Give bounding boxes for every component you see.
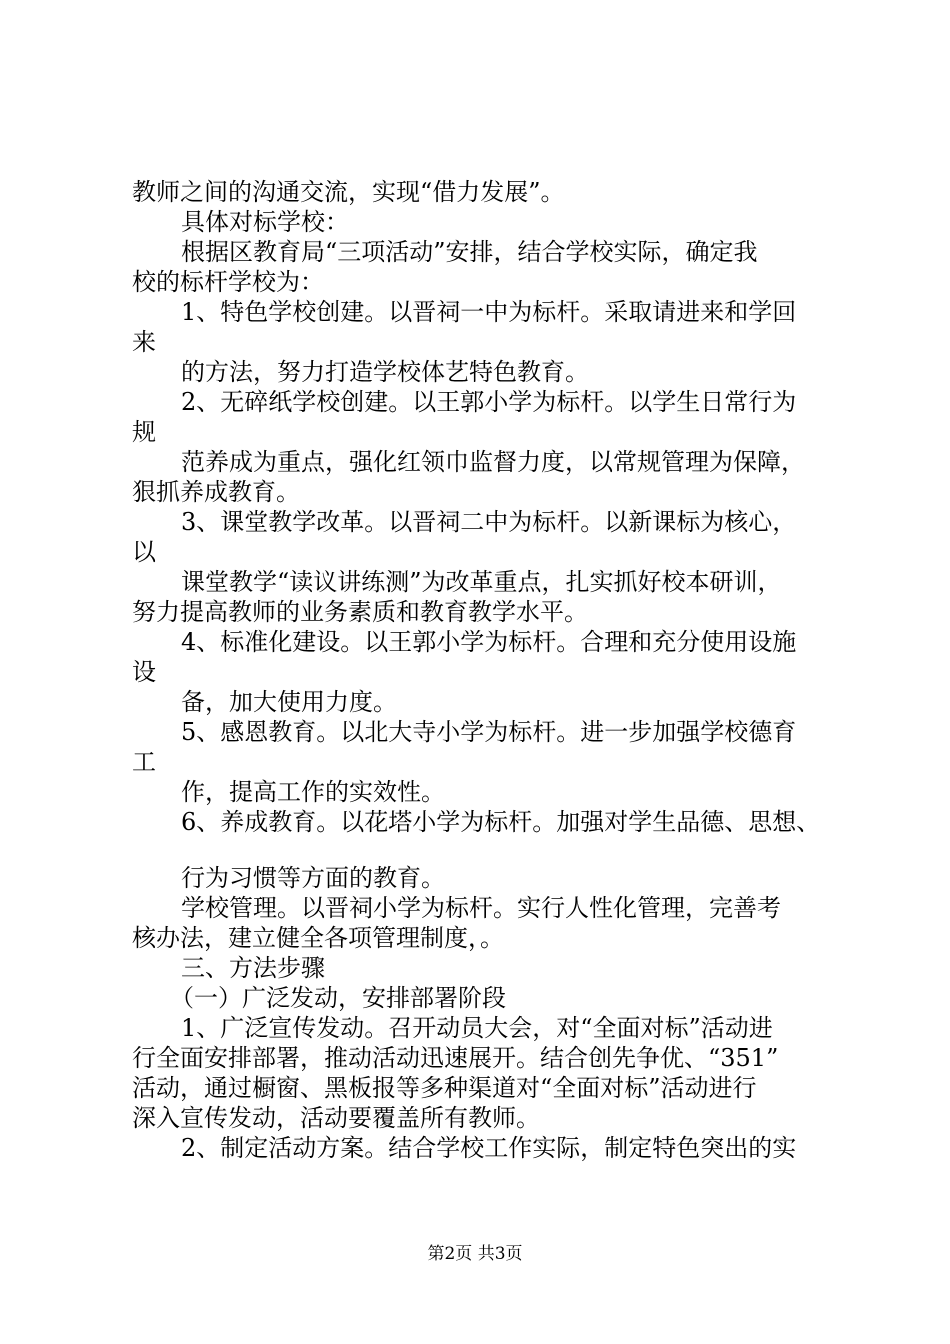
text-line: 学校管理。以晋祠小学为标杆。实行人性化管理，完善考	[181, 894, 781, 922]
text-line: 5、感恩教育。以北大寺小学为标杆。进一步加强学校德育	[181, 718, 797, 746]
subsection-heading: （一）广泛发动，安排部署阶段	[170, 984, 506, 1012]
text-line: 2、无碎纸学校创建。以王郭小学为标杆。以学生日常行为	[181, 388, 797, 416]
text-line: 校的标杆学校为：	[132, 268, 324, 296]
section-heading: 三、方法步骤	[181, 954, 325, 982]
text-line: 教师之间的沟通交流，实现“借力发展”。	[132, 178, 565, 206]
text-line: 1、特色学校创建。以晋祠一中为标杆。采取请进来和学回	[181, 298, 797, 326]
text-line: 3、课堂教学改革。以晋祠二中为标杆。以新课标为核心，	[181, 508, 797, 536]
text-line: 深入宣传发动，活动要覆盖所有教师。	[132, 1104, 540, 1132]
text-line: 努力提高教师的业务素质和教育教学水平。	[132, 598, 588, 626]
page-number-footer: 第2页 共3页	[427, 1244, 523, 1264]
text-line: 以	[132, 538, 156, 566]
text-line: 根据区教育局“三项活动”安排，结合学校实际，确定我	[181, 238, 758, 266]
text-line: 的方法，努力打造学校体艺特色教育。	[181, 358, 589, 386]
text-line: 活动，通过橱窗、黑板报等多种渠道对“全面对标”活动进行	[132, 1074, 757, 1102]
text-line: 行为习惯等方面的教育。	[181, 864, 445, 892]
text-line: 规	[132, 418, 156, 446]
text-line: 2、制定活动方案。结合学校工作实际，制定特色突出的实	[181, 1134, 797, 1162]
text-line: 范养成为重点，强化红领巾监督力度，以常规管理为保障，	[181, 448, 805, 476]
text-line: 作，提高工作的实效性。	[181, 778, 445, 806]
text-line: 具体对标学校：	[181, 208, 349, 236]
text-line: 工	[132, 748, 156, 776]
text-line: 来	[132, 328, 156, 356]
text-line: 6、养成教育。以花塔小学为标杆。加强对学生品德、思想、	[181, 808, 821, 836]
text-line: 行全面安排部署，推动活动迅速展开。结合创先争优、“351”	[132, 1044, 779, 1072]
text-line: 备，加大使用力度。	[181, 688, 397, 716]
text-line: 核办法，建立健全各项管理制度，。	[132, 924, 504, 952]
text-line: 设	[132, 658, 156, 686]
text-line: 1、广泛宣传发动。召开动员大会，对“全面对标”活动进	[181, 1014, 773, 1042]
text-line: 狠抓养成教育。	[132, 478, 300, 506]
text-line: 课堂教学“读议讲练测”为改革重点，扎实抓好校本研训，	[181, 568, 782, 596]
text-line: 4、标准化建设。以王郭小学为标杆。合理和充分使用设施	[181, 628, 797, 656]
